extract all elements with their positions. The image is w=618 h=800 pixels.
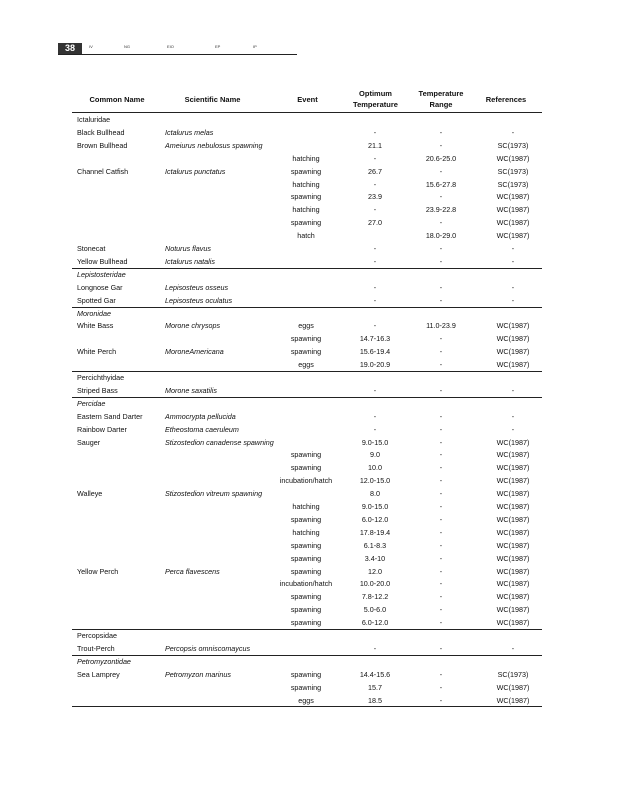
table-row — [0, 423, 618, 436]
temperature-range-cell: - — [439, 618, 443, 628]
table-row — [0, 294, 618, 307]
temperature-range-cell: - — [439, 218, 443, 228]
table-row — [0, 436, 618, 449]
reference-cell: WC(1987) — [496, 579, 530, 589]
reference-cell: SC(1973) — [497, 140, 529, 150]
event-cell: spawning — [290, 463, 322, 473]
table-row — [0, 229, 618, 242]
temperature-range-cell: - — [439, 127, 443, 137]
table-row — [0, 474, 618, 487]
reference-cell: WC(1987) — [496, 347, 530, 357]
scientific-name-cell: Noturus flavus — [165, 244, 211, 253]
running-header-item: EIO — [167, 44, 174, 49]
table-row — [0, 410, 618, 423]
optimum-temperature-cell: 27.0 — [368, 218, 382, 228]
reference-cell: - — [511, 282, 515, 292]
col-header-optimum-temperature: Optimum Temperature — [353, 89, 398, 109]
family-name: Petromyzontidae — [77, 656, 131, 666]
temperature-range-cell: - — [439, 282, 443, 292]
table-row — [0, 526, 618, 539]
scientific-name-cell: MoroneAmericana — [165, 347, 224, 357]
optimum-temperature-cell: 5.0-6.0 — [363, 605, 387, 615]
reference-cell: - — [511, 244, 515, 253]
event-cell: eggs — [298, 695, 314, 705]
temperature-range-cell: - — [439, 140, 443, 150]
col-header-scientific-name: Scientific Name — [184, 95, 241, 104]
family-row — [0, 113, 618, 126]
event-cell: eggs — [298, 360, 314, 370]
temperature-range-cell: - — [439, 437, 443, 447]
running-header-item: EP — [215, 44, 221, 49]
optimum-temperature-cell: 12.0-15.0 — [359, 476, 391, 486]
reference-cell: WC(1987) — [496, 192, 530, 202]
event-cell: incubation/hatch — [279, 579, 333, 589]
optimum-temperature-cell: 23.9 — [368, 192, 382, 202]
optimum-temperature-cell: 14.4-15.6 — [359, 669, 391, 679]
event-cell: spawning — [290, 334, 322, 344]
temperature-range-cell: - — [439, 334, 443, 344]
temperature-range-cell: - — [439, 411, 443, 421]
reference-cell: WC(1987) — [496, 321, 530, 331]
table-row — [0, 681, 618, 694]
temperature-range-cell: - — [439, 643, 443, 653]
common-name-cell: Brown Bullhead — [77, 140, 128, 150]
temperature-range-cell: - — [439, 669, 443, 679]
scientific-name-cell: Percopsis omniscomaycus — [165, 643, 251, 653]
temperature-range-cell: 23.9-22.8 — [425, 205, 457, 215]
temperature-range-cell: - — [439, 514, 443, 524]
temperature-range-cell: 11.0-23.9 — [426, 321, 456, 331]
event-cell: spawning — [290, 347, 322, 357]
temperature-range-cell: - — [439, 347, 443, 357]
family-name: Percichthyidae — [77, 373, 125, 382]
event-cell: eggs — [298, 321, 314, 331]
reference-cell: WC(1987) — [496, 514, 530, 524]
scientific-name-cell: Etheostoma caeruleum — [165, 424, 239, 434]
table-row — [0, 384, 618, 397]
col-header-common-name: Common Name — [89, 95, 145, 104]
table-row — [0, 203, 618, 216]
optimum-temperature-cell: - — [373, 643, 377, 653]
table-row — [0, 319, 618, 332]
temperature-range-cell: - — [439, 527, 443, 537]
scientific-name-cell: Perca flavescens — [165, 566, 220, 576]
reference-cell: - — [511, 256, 515, 266]
family-row — [0, 307, 618, 320]
optimum-temperature-cell: - — [373, 385, 377, 395]
table-row — [0, 461, 618, 474]
col-header-temperature-range: Temperature Range — [418, 89, 464, 109]
family-row — [0, 268, 618, 281]
event-cell: spawning — [290, 450, 322, 460]
scientific-name-cell: Petromyzon marinus — [165, 669, 231, 679]
temperature-range-cell: - — [439, 166, 443, 176]
reference-cell: WC(1987) — [496, 476, 530, 486]
table-row — [0, 694, 618, 707]
common-name-cell: Walleye — [77, 489, 103, 499]
header-rule — [58, 54, 297, 55]
event-cell: spawning — [290, 592, 322, 602]
event-cell: spawning — [290, 553, 322, 563]
event-cell: spawning — [290, 514, 322, 524]
reference-cell: WC(1987) — [496, 489, 530, 499]
scientific-name-cell: Morone saxatilis — [165, 385, 217, 395]
reference-cell: WC(1987) — [496, 218, 530, 228]
optimum-temperature-cell: 18.5 — [368, 695, 382, 705]
reference-cell: SC(1973) — [497, 166, 529, 176]
scientific-name-cell: Morone chrysops — [165, 321, 221, 331]
temperature-range-cell: 20.6-25.0 — [425, 153, 457, 163]
table-row — [0, 165, 618, 178]
table-row — [0, 590, 618, 603]
common-name-cell: White Perch — [77, 347, 117, 357]
page-number-badge: 38 — [58, 43, 82, 54]
table-row — [0, 552, 618, 565]
event-cell: spawning — [290, 218, 322, 228]
table-row — [0, 487, 618, 500]
common-name-cell: Black Bullhead — [77, 127, 125, 137]
common-name-cell: Sea Lamprey — [77, 669, 120, 679]
temperature-range-cell: - — [439, 476, 443, 486]
optimum-temperature-cell: - — [373, 282, 377, 292]
optimum-temperature-cell: 6.0-12.0 — [361, 618, 389, 628]
reference-cell: WC(1987) — [496, 450, 530, 460]
temperature-range-cell: - — [439, 244, 443, 253]
temperature-range-cell: - — [439, 553, 443, 563]
table-row — [0, 216, 618, 229]
reference-cell: WC(1987) — [496, 540, 530, 550]
optimum-temperature-cell: 7.8-12.2 — [361, 592, 389, 602]
optimum-temperature-cell: - — [373, 205, 377, 215]
temperature-range-cell: - — [439, 502, 443, 511]
optimum-temperature-cell: 15.6-19.4 — [359, 347, 391, 357]
scientific-name-cell: Stizostedion vitreum spawning — [165, 489, 263, 499]
optimum-temperature-cell: 17.8-19.4 — [359, 527, 391, 537]
event-cell: spawning — [290, 605, 322, 615]
optimum-temperature-cell: 26.7 — [368, 166, 382, 176]
reference-cell: SC(1973) — [497, 179, 529, 189]
reference-cell: WC(1987) — [496, 205, 530, 215]
table-row — [0, 577, 618, 590]
group-divider — [72, 706, 542, 707]
event-cell: spawning — [290, 618, 322, 628]
family-row — [0, 655, 618, 668]
optimum-temperature-cell: - — [373, 244, 377, 253]
optimum-temperature-cell: 6.1-8.3 — [363, 540, 387, 550]
optimum-temperature-cell: 15.7 — [368, 682, 382, 692]
optimum-temperature-cell: 6.0-12.0 — [361, 514, 389, 524]
event-cell: hatching — [292, 527, 320, 537]
common-name-cell: Stonecat — [77, 244, 106, 253]
family-name: Percidae — [77, 398, 106, 408]
common-name-cell: Spotted Gar — [77, 295, 116, 305]
event-cell: spawning — [290, 566, 322, 576]
reference-cell: - — [511, 385, 515, 395]
temperature-range-cell: 15.6-27.8 — [425, 179, 457, 189]
scientific-name-cell: Ammocrypta pellucida — [165, 411, 236, 421]
event-cell: spawning — [290, 669, 322, 679]
table-row — [0, 178, 618, 191]
temperature-range-cell: - — [439, 450, 443, 460]
running-header — [87, 43, 297, 54]
table-row — [0, 616, 618, 629]
reference-cell: WC(1987) — [496, 566, 530, 576]
table-row — [0, 668, 618, 681]
optimum-temperature-cell: - — [373, 153, 377, 163]
event-cell: hatching — [292, 502, 320, 511]
temperature-range-cell: - — [439, 592, 443, 602]
table-row — [0, 255, 618, 268]
col-header-event: Event — [297, 95, 318, 104]
event-cell: hatching — [292, 205, 320, 215]
col-header-references: References — [485, 95, 527, 104]
optimum-temperature-cell: 21.1 — [368, 140, 382, 150]
reference-cell: WC(1987) — [496, 527, 530, 537]
event-cell: spawning — [290, 682, 322, 692]
optimum-temperature-cell: - — [373, 256, 377, 266]
common-name-cell: Longnose Gar — [77, 282, 123, 292]
scientific-name-cell: Lepisosteus oculatus — [165, 295, 233, 305]
temperature-range-cell: - — [439, 579, 443, 589]
optimum-temperature-cell: - — [373, 411, 377, 421]
temperature-range-cell: - — [439, 424, 443, 434]
temperature-range-cell: 18.0-29.0 — [425, 231, 457, 241]
optimum-temperature-cell: 3.4-10 — [364, 553, 386, 563]
reference-cell: WC(1987) — [496, 463, 530, 473]
table-row — [0, 190, 618, 203]
table-row — [0, 539, 618, 552]
table-row — [0, 500, 618, 513]
family-name: Ictaluridae — [77, 115, 111, 124]
temperature-range-cell: - — [439, 605, 443, 615]
event-cell: incubation/hatch — [279, 476, 333, 486]
common-name-cell: Sauger — [77, 437, 101, 447]
common-name-cell: Channel Catfish — [77, 166, 129, 176]
reference-cell: - — [511, 424, 515, 434]
optimum-temperature-cell: 8.0 — [370, 489, 380, 499]
common-name-cell: Rainbow Darter — [77, 424, 127, 434]
temperature-range-cell: - — [439, 489, 443, 499]
reference-cell: WC(1987) — [496, 592, 530, 602]
optimum-temperature-cell: - — [373, 179, 377, 189]
reference-cell: WC(1987) — [496, 437, 530, 447]
optimum-temperature-cell: 9.0 — [370, 450, 380, 460]
family-name: Percopsidae — [77, 631, 117, 640]
scientific-name-cell: Stizostedion canadense spawning — [165, 437, 274, 447]
common-name-cell: Eastern Sand Darter — [77, 411, 143, 421]
table-row — [0, 242, 618, 255]
event-cell: spawning — [290, 166, 322, 176]
table-row — [0, 139, 618, 152]
reference-cell: WC(1987) — [496, 605, 530, 615]
reference-cell: WC(1987) — [496, 153, 530, 163]
temperature-range-cell: - — [439, 682, 443, 692]
common-name-cell: Trout-Perch — [77, 643, 115, 653]
reference-cell: SC(1973) — [497, 669, 529, 679]
optimum-temperature-cell: 19.0-20.9 — [359, 360, 391, 370]
temperature-range-cell: - — [439, 566, 443, 576]
table-row — [0, 642, 618, 655]
scientific-name-cell: Ictalurus melas — [165, 127, 214, 137]
table-row — [0, 565, 618, 578]
table-row — [0, 332, 618, 345]
scientific-name-cell: Ameiurus nebulosus spawning — [165, 140, 263, 150]
reference-cell: - — [511, 295, 515, 305]
table-row — [0, 281, 618, 294]
optimum-temperature-cell: 9.0-15.0 — [361, 502, 389, 511]
reference-cell: WC(1987) — [496, 231, 530, 241]
reference-cell: WC(1987) — [496, 553, 530, 563]
family-name: Moronidae — [77, 308, 111, 318]
table-row — [0, 152, 618, 165]
optimum-temperature-cell: - — [373, 295, 377, 305]
event-cell: hatching — [292, 179, 320, 189]
common-name-cell: Yellow Bullhead — [77, 256, 128, 266]
temperature-range-cell: - — [439, 540, 443, 550]
family-row — [0, 629, 618, 642]
reference-cell: WC(1987) — [496, 334, 530, 344]
running-header-item: IP — [253, 44, 257, 49]
common-name-cell: Yellow Perch — [77, 566, 119, 576]
temperature-range-cell: - — [439, 360, 443, 370]
table-row — [0, 126, 618, 139]
reference-cell: - — [511, 127, 515, 137]
family-name: Lepistosteridae — [77, 269, 126, 279]
event-cell: spawning — [290, 540, 322, 550]
optimum-temperature-cell: 12.0 — [368, 566, 382, 576]
temperature-range-cell: - — [439, 695, 443, 705]
running-header-item: IV — [89, 44, 93, 49]
reference-cell: WC(1987) — [496, 618, 530, 628]
scientific-name-cell: Lepisosteus osseus — [165, 282, 229, 292]
optimum-temperature-cell: - — [373, 127, 377, 137]
temperature-range-cell: - — [439, 295, 443, 305]
event-cell: spawning — [290, 192, 322, 202]
reference-cell: WC(1987) — [496, 695, 530, 705]
temperature-range-cell: - — [439, 385, 443, 395]
scientific-name-cell: Ictalurus natalis — [165, 256, 215, 266]
temperature-range-cell: - — [439, 256, 443, 266]
optimum-temperature-cell: 10.0 — [368, 463, 382, 473]
optimum-temperature-cell: - — [373, 424, 377, 434]
optimum-temperature-cell: 10.0-20.0 — [359, 579, 391, 589]
scientific-name-cell: Ictalurus punctatus — [165, 166, 226, 176]
table-row — [0, 345, 618, 358]
table-row — [0, 603, 618, 616]
event-cell: hatch — [297, 231, 315, 241]
table-row — [0, 513, 618, 526]
family-row — [0, 371, 618, 384]
temperature-range-cell: - — [439, 192, 443, 202]
reference-cell: WC(1987) — [496, 502, 530, 511]
reference-cell: WC(1987) — [496, 682, 530, 692]
optimum-temperature-cell: 14.7-16.3 — [359, 334, 391, 344]
reference-cell: - — [511, 411, 515, 421]
common-name-cell: Striped Bass — [77, 385, 118, 395]
optimum-temperature-cell: 9.0-15.0 — [361, 437, 389, 447]
temperature-range-cell: - — [439, 463, 443, 473]
reference-cell: WC(1987) — [496, 360, 530, 370]
family-row — [0, 397, 618, 410]
table-row — [0, 358, 618, 371]
reference-cell: - — [511, 643, 515, 653]
event-cell: hatching — [292, 153, 320, 163]
optimum-temperature-cell: - — [373, 321, 377, 331]
common-name-cell: White Bass — [77, 321, 114, 331]
running-header-item: NG — [124, 44, 130, 49]
table-row — [0, 448, 618, 461]
